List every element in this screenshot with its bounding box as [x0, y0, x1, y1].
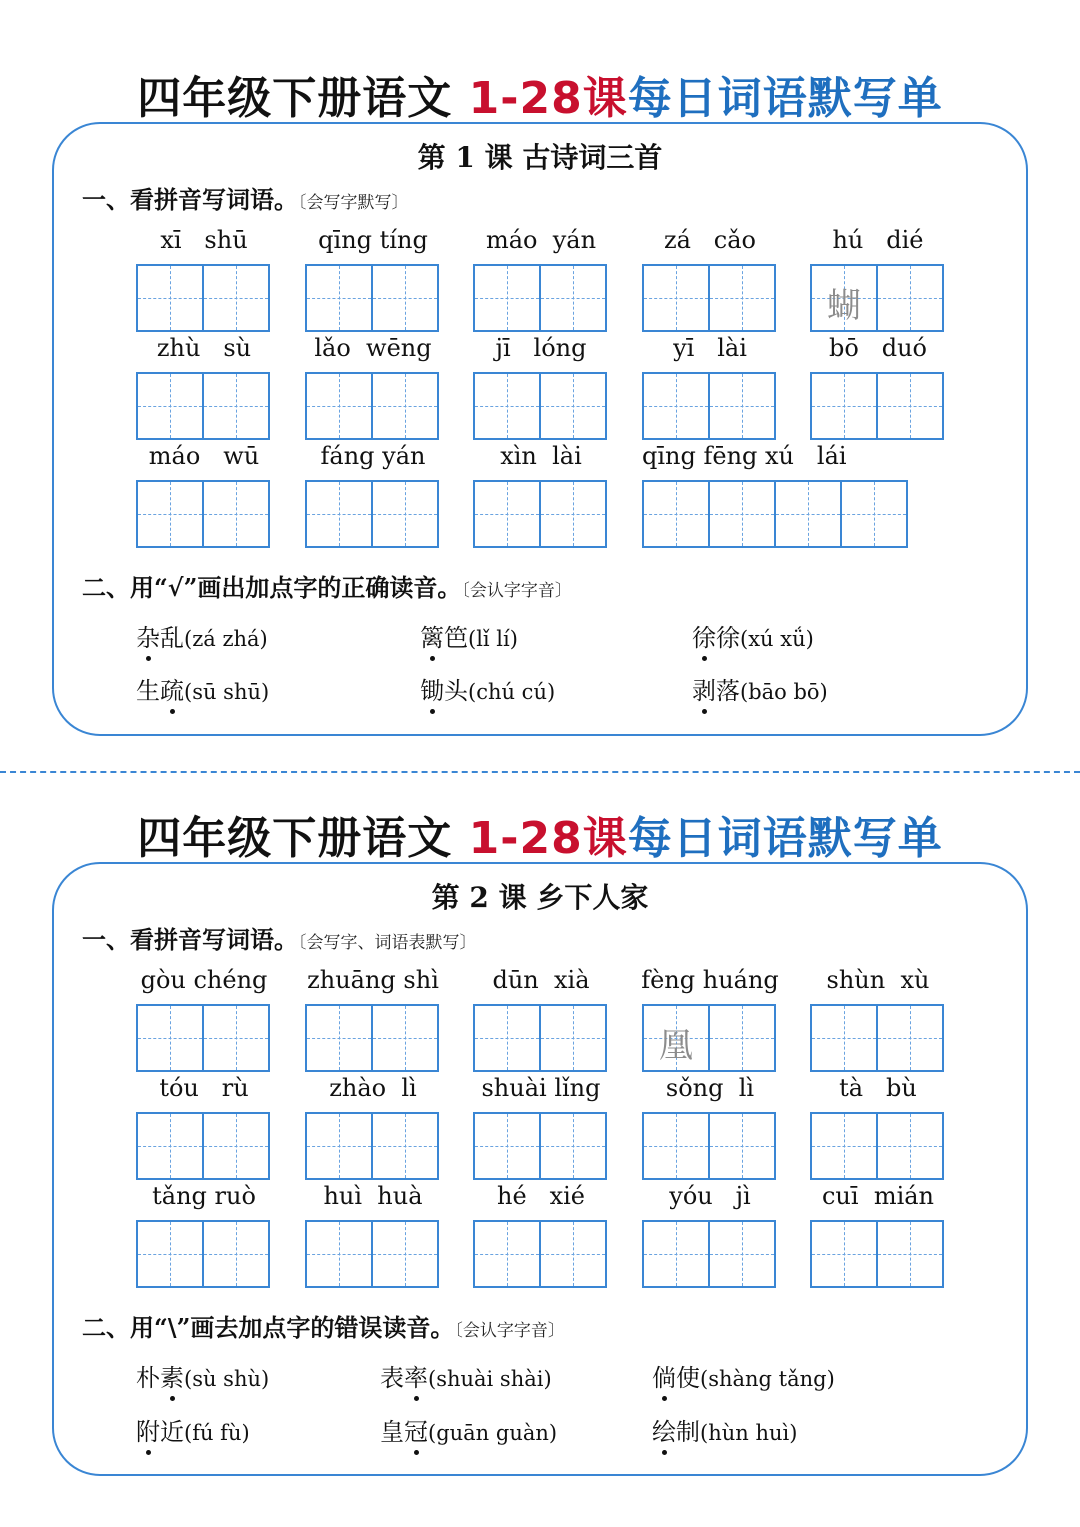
example-character: 凰 — [659, 1026, 693, 1066]
writing-grid[interactable] — [473, 1112, 541, 1180]
writing-grid[interactable] — [136, 480, 204, 548]
writing-grid[interactable] — [373, 1004, 439, 1072]
writing-grid[interactable] — [373, 1220, 439, 1288]
writing-grid[interactable] — [710, 1220, 776, 1288]
pinyin-label: tà bù — [839, 1074, 917, 1102]
word-cell — [136, 1182, 272, 1292]
writing-grid[interactable] — [473, 1004, 541, 1072]
writing-grid[interactable] — [810, 1112, 878, 1180]
writing-grid[interactable] — [710, 264, 776, 332]
dotted-character: 徐 — [692, 618, 716, 653]
word-cell — [473, 966, 609, 1076]
pronunciation-item[interactable]: 徐徐(xú xǘ) — [692, 618, 814, 653]
writing-grid[interactable] — [305, 480, 373, 548]
writing-grid[interactable] — [541, 1004, 607, 1072]
writing-grid[interactable] — [204, 1220, 270, 1288]
word-cell — [642, 966, 778, 1076]
writing-grid[interactable] — [541, 372, 607, 440]
word-cell — [473, 226, 609, 336]
writing-grid[interactable] — [642, 1112, 710, 1180]
pronunciation-options: (shàng tǎng) — [700, 1367, 835, 1391]
pinyin-label: cuī mián — [821, 1182, 935, 1210]
pronunciation-options: (zá zhá) — [184, 627, 268, 651]
section-1-note: 〔会写字默写〕 — [298, 193, 409, 213]
writing-grid[interactable] — [710, 1112, 776, 1180]
pinyin-label: zá cǎo — [663, 226, 757, 254]
pronunciation-options: (hùn huì) — [700, 1421, 798, 1445]
dotted-character: 剥 — [692, 671, 716, 706]
word-cell — [305, 1182, 441, 1292]
pronunciation-options: (sù shù) — [184, 1367, 270, 1391]
pinyin-label: tóu rù — [159, 1074, 249, 1102]
pinyin-label: lǎo wēng — [314, 334, 432, 362]
dotted-character: 率 — [404, 1358, 428, 1393]
writing-grid[interactable] — [305, 264, 373, 332]
pronunciation-item[interactable]: 生疏(sū shū) — [136, 671, 269, 706]
pinyin-label: fèng huáng — [641, 966, 779, 994]
writing-grid[interactable] — [373, 480, 439, 548]
writing-grid[interactable] — [305, 1004, 373, 1072]
word-cell — [136, 442, 272, 552]
writing-grid[interactable] — [204, 1112, 270, 1180]
pinyin-label: yī lài — [673, 334, 747, 362]
pinyin-label: yóu jì — [669, 1182, 751, 1210]
pinyin-label: dūn xià — [492, 966, 590, 994]
pronunciation-item[interactable]: 杂乱(zá zhá) — [136, 618, 268, 653]
writing-grid[interactable] — [305, 1112, 373, 1180]
word-cell — [473, 1182, 609, 1292]
word-cell — [642, 1074, 778, 1184]
pronunciation-item[interactable]: 锄头(chú cú) — [420, 671, 555, 706]
writing-grid[interactable] — [810, 264, 878, 332]
pinyin-label: zhuāng shì — [307, 966, 439, 994]
pronunciation-options: (sū shū) — [184, 680, 270, 704]
main-title: 四年级下册语文 1-28课每日词语默写单 — [137, 813, 943, 864]
pronunciation-item[interactable]: 绘制(hùn huì) — [652, 1412, 797, 1447]
section-2-heading: 二、用“√”画出加点字的正确读音。〔会认字字音〕 — [82, 573, 572, 602]
word-cell — [305, 226, 441, 336]
pronunciation-item[interactable]: 皇冠(guān guàn) — [380, 1412, 557, 1447]
word-cell — [810, 1074, 946, 1184]
writing-grid[interactable] — [305, 1220, 373, 1288]
example-character: 蝴 — [827, 286, 861, 326]
writing-grid[interactable] — [878, 1112, 944, 1180]
writing-grid[interactable] — [878, 1220, 944, 1288]
dotted-character: 绘 — [652, 1412, 676, 1447]
writing-grid[interactable] — [204, 480, 270, 548]
word-cell — [473, 442, 609, 552]
writing-grid[interactable] — [136, 372, 204, 440]
writing-grid[interactable] — [204, 264, 270, 332]
pinyin-label: qīng fēng xú lái — [642, 442, 847, 470]
pronunciation-item[interactable]: 朴素(sù shù) — [136, 1358, 269, 1393]
pinyin-label: gòu chéng — [140, 966, 268, 994]
pronunciation-options: (chú cú) — [468, 680, 556, 704]
section-2-note: 〔会认字字音〕 — [454, 1321, 565, 1341]
pinyin-label: shùn xù — [826, 966, 930, 994]
writing-grid[interactable] — [473, 372, 541, 440]
writing-grid[interactable] — [136, 264, 204, 332]
section-1-heading: 一、看拼音写词语。〔会写字、词语表默写〕 — [82, 925, 477, 954]
word-cell — [136, 334, 272, 444]
pronunciation-options: (lǐ lí) — [468, 627, 518, 651]
word-cell — [810, 334, 946, 444]
lesson-title: 第 1 课 古诗词三首 — [417, 141, 663, 174]
word-cell — [810, 966, 946, 1076]
dotted-character: 篱 — [420, 618, 444, 653]
writing-grid[interactable] — [204, 1004, 270, 1072]
word-cell — [136, 1074, 272, 1184]
writing-grid[interactable] — [810, 1220, 878, 1288]
pinyin-label: zhù sù — [156, 334, 252, 362]
pronunciation-item[interactable]: 篱笆(lǐ lí) — [420, 618, 518, 653]
writing-grid[interactable] — [710, 372, 776, 440]
section-2-heading: 二、用“\”画去加点字的错误读音。〔会认字字音〕 — [82, 1313, 565, 1342]
word-cell-four — [642, 442, 912, 552]
pronunciation-options: (fú fù) — [184, 1421, 250, 1445]
writing-grid[interactable] — [710, 480, 776, 548]
pinyin-label: bō duó — [829, 334, 927, 362]
pronunciation-options: (bāo bō) — [740, 680, 828, 704]
writing-grid[interactable] — [642, 372, 710, 440]
writing-grid[interactable] — [642, 480, 710, 548]
dotted-character: 附 — [136, 1412, 160, 1447]
writing-grid[interactable] — [136, 1004, 204, 1072]
writing-grid[interactable] — [473, 264, 541, 332]
pinyin-label: huì huà — [323, 1182, 423, 1210]
writing-grid[interactable] — [878, 264, 944, 332]
section-1-note: 〔会写字、词语表默写〕 — [298, 933, 477, 953]
dotted-character: 冠 — [404, 1412, 428, 1447]
pronunciation-item[interactable]: 表率(shuài shài) — [380, 1358, 552, 1393]
writing-grid[interactable] — [642, 1220, 710, 1288]
word-cell — [136, 966, 272, 1076]
writing-grid[interactable] — [473, 1220, 541, 1288]
main-title: 四年级下册语文 1-28课每日词语默写单 — [137, 73, 943, 124]
word-cell — [473, 334, 609, 444]
writing-grid[interactable] — [541, 1220, 607, 1288]
pinyin-label: sǒng lì — [665, 1074, 755, 1102]
word-cell — [305, 1074, 441, 1184]
pinyin-label: shuài lǐng — [481, 1074, 601, 1102]
word-cell — [810, 226, 946, 336]
writing-grid[interactable] — [878, 372, 944, 440]
writing-grid[interactable] — [305, 372, 373, 440]
writing-grid[interactable] — [473, 480, 541, 548]
dotted-character: 锄 — [420, 671, 444, 706]
writing-grid[interactable] — [541, 1112, 607, 1180]
pinyin-label: xī shū — [160, 226, 248, 254]
pinyin-label: xìn lài — [500, 442, 582, 470]
pinyin-label: tǎng ruò — [152, 1182, 256, 1210]
pronunciation-options: (shuài shài) — [428, 1367, 552, 1391]
writing-grid[interactable] — [541, 264, 607, 332]
pronunciation-options: (guān guàn) — [428, 1421, 558, 1445]
pinyin-label: hé xié — [497, 1182, 585, 1210]
pronunciation-options: (xú xǘ) — [740, 627, 814, 651]
lesson-title: 第 2 课 乡下人家 — [431, 881, 649, 914]
word-cell — [642, 226, 778, 336]
writing-grid[interactable] — [373, 1112, 439, 1180]
word-cell — [810, 1182, 946, 1292]
worksheet-lesson-2 — [0, 740, 1080, 1500]
writing-grid[interactable] — [842, 480, 908, 548]
dotted-character: 疏 — [160, 671, 184, 706]
word-cell — [642, 334, 778, 444]
pronunciation-item[interactable]: 倘使(shàng tǎng) — [652, 1358, 835, 1393]
pinyin-label: máo wū — [148, 442, 260, 470]
dotted-character: 倘 — [652, 1358, 676, 1393]
pinyin-label: jī lóng — [495, 334, 587, 362]
word-cell — [305, 442, 441, 552]
section-1-heading: 一、看拼音写词语。〔会写字默写〕 — [82, 185, 409, 214]
worksheet-lesson-1 — [0, 0, 1080, 760]
word-cell — [305, 966, 441, 1076]
dotted-character: 杂 — [136, 618, 160, 653]
pinyin-label: qīng tíng — [318, 226, 428, 254]
word-cell — [642, 1182, 778, 1292]
pinyin-label: hú dié — [832, 226, 924, 254]
lesson-panel — [52, 122, 1028, 736]
writing-grid[interactable] — [642, 264, 710, 332]
pinyin-label: máo yán — [485, 226, 597, 254]
writing-grid[interactable] — [710, 1004, 776, 1072]
writing-grid[interactable] — [136, 1112, 204, 1180]
writing-grid[interactable] — [373, 372, 439, 440]
writing-grid[interactable] — [204, 372, 270, 440]
section-2-note: 〔会认字字音〕 — [461, 581, 572, 601]
word-cell — [136, 226, 272, 336]
dotted-character: 素 — [160, 1358, 184, 1393]
word-cell — [473, 1074, 609, 1184]
pronunciation-item[interactable]: 剥落(bāo bō) — [692, 671, 828, 706]
pinyin-label: fáng yán — [320, 442, 426, 470]
lesson-panel — [52, 862, 1028, 1476]
writing-grid[interactable] — [878, 1004, 944, 1072]
writing-grid[interactable] — [810, 372, 878, 440]
pronunciation-item[interactable]: 附近(fú fù) — [136, 1412, 250, 1447]
word-cell — [305, 334, 441, 444]
writing-grid[interactable] — [810, 1004, 878, 1072]
pinyin-label: zhào lì — [329, 1074, 417, 1102]
writing-grid[interactable] — [541, 480, 607, 548]
writing-grid[interactable] — [373, 264, 439, 332]
writing-grid[interactable] — [136, 1220, 204, 1288]
writing-grid[interactable] — [776, 480, 842, 548]
writing-grid[interactable] — [642, 1004, 710, 1072]
